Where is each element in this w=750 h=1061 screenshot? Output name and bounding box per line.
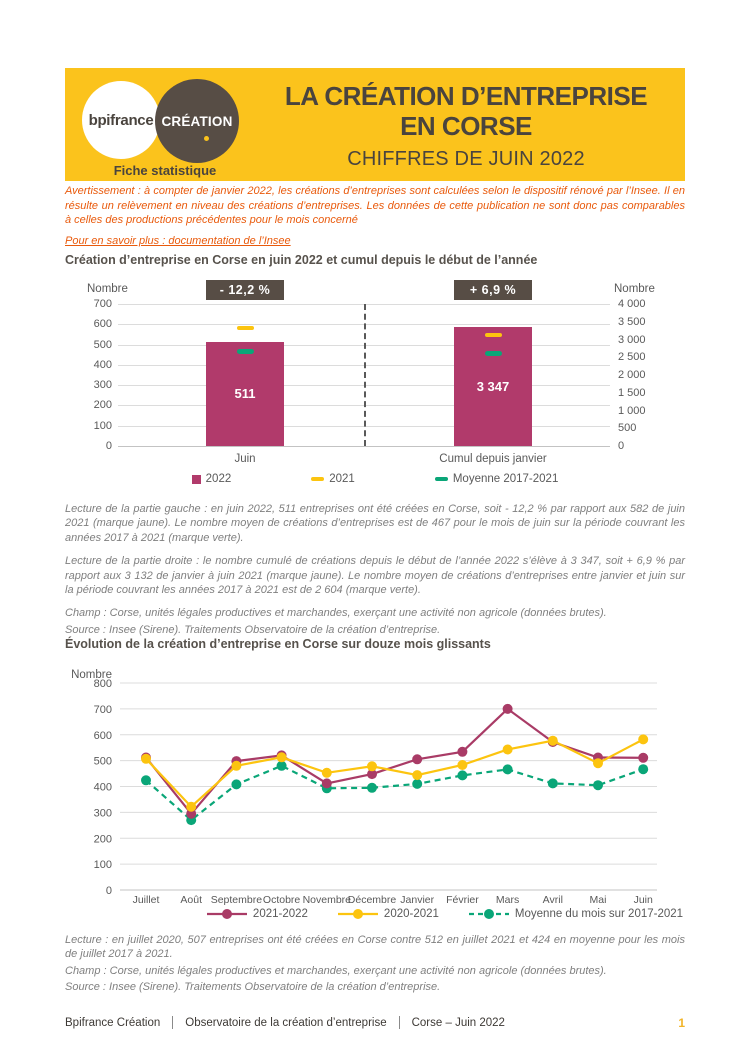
chart2-series-point: [231, 779, 241, 789]
chart2-series-point: [412, 779, 422, 789]
footer-observatory: Observatoire de la création d’entreprise: [185, 1016, 387, 1029]
chart1-bar-value: 3 347: [476, 378, 510, 394]
chart2-month-label: Février: [446, 894, 479, 906]
chart2-series-point: [231, 761, 241, 771]
chart2-series-point: [457, 770, 467, 780]
lecture-left-note: Lecture de la partie gauche : en juin 2022, 511 entreprises ont été créées en Corse, soit - 12,2 % par rapport aux 582 de juin 2021 (marque jaune). Le nombre moyen de créations d’entreprises est de 467 pour le mois de juin sur la période couvrant les années 2017 à 2021 (marque verte).: [65, 503, 685, 544]
chart1-left-tick: 500: [93, 338, 112, 351]
legend-line-swatch-icon: [338, 908, 378, 920]
chart2-series-point: [367, 783, 377, 793]
masthead: [65, 68, 685, 181]
chart1-right-tick: 1 500: [618, 386, 646, 399]
chart1-legend: [65, 473, 685, 485]
chart2-series-point: [322, 778, 332, 788]
source-note: Source : Insee (Sirene). Traitements Observatoire de la création d’entreprise.: [65, 623, 441, 636]
footer: [65, 1016, 685, 1029]
legend-label: 2020-2021: [383, 908, 439, 920]
creation-logo: [155, 79, 239, 163]
legend-label: 2021-2022: [252, 908, 308, 920]
legend-swatch-dot: [353, 909, 363, 919]
chart1-left-tick: 700: [93, 298, 112, 310]
chart2-series-point: [457, 747, 467, 757]
footer-brand: Bpifrance Création: [65, 1016, 161, 1029]
chart1-right-tick: 4 000: [618, 298, 646, 310]
chart2-y-tick: 0: [105, 885, 112, 897]
chart1-marker-moyenne: [237, 349, 254, 354]
chart2-series-point: [503, 745, 513, 755]
chart2-series-point: [503, 764, 513, 774]
chart2-month-label: Juillet: [132, 894, 160, 906]
chart2-month-label: Janvier: [400, 894, 435, 906]
lecture-note: Lecture : en juillet 2020, 507 entreprises ont été créées en Corse contre 512 en juillet 2021 et 424 en moyenne pour les mois de juillet 2017 à 2021.: [65, 934, 685, 961]
bar-chart: [65, 276, 685, 498]
chart2-series-point: [638, 764, 648, 774]
legend-label: Moyenne 2017-2021: [452, 473, 559, 485]
chart1-left-tick: 0: [105, 440, 112, 452]
insee-doc-link[interactable]: Pour en savoir plus : documentation de l’Insee: [65, 235, 291, 247]
chart2-legend-item: [338, 908, 439, 920]
legend-label: 2022: [205, 473, 232, 485]
source-note: Source : Insee (Sirene). Traitements Observatoire de la création d’entreprise.: [65, 981, 441, 994]
chart1-category-label: Juin: [234, 453, 256, 465]
chart2-series-point: [322, 768, 332, 778]
champ-note: Champ : Corse, unités légales productives et marchandes, exerçant une activité non agricole (données brutes).: [65, 607, 607, 620]
chart2-legend: [135, 908, 750, 920]
legend-label: Moyenne du mois sur 2017-2021: [514, 908, 684, 920]
section1-title: Création d’entreprise en Corse en juin 2022 et cumul depuis le début de l’année: [65, 253, 538, 267]
legend-label: 2021: [329, 473, 355, 485]
chart2-series-point: [141, 754, 151, 764]
legend-line-swatch-icon: [469, 908, 509, 920]
chart1-right-tick: 3 500: [618, 315, 646, 328]
chart2-series-point: [548, 736, 558, 746]
page-title-line2: EN CORSE: [400, 111, 532, 141]
page-title-line1: LA CRÉATION D’ENTREPRISE: [284, 81, 648, 111]
page-subtitle: CHIFFRES DE JUIN 2022: [347, 148, 585, 170]
lecture-right-note: Lecture de la partie droite : le nombre cumulé de créations depuis le début de l’année 2022 s’élève à 3 347, soit + 6,9 % par rapport aux 3 132 de janvier à juin 2021 (marque jaune). Le nombre moyen de créations d’entreprises entre janvier et juin sur la période couvrant les années 2017 à 2021 est de 2 604 (marque verte).: [65, 555, 685, 597]
chart2-series-point: [141, 775, 151, 785]
section2-notes: [65, 933, 685, 997]
chart2-y-tick: 500: [93, 755, 112, 768]
chart1-right-tick: 1 000: [618, 404, 646, 417]
chart2-month-label: Juin: [633, 894, 653, 906]
chart1-right-tick: 3 000: [618, 333, 646, 346]
chart1-left-tick: 200: [93, 399, 112, 412]
chart1-right-tick: 2 000: [618, 369, 646, 381]
chart1-legend-item: [192, 473, 232, 485]
chart2-y-tick: 400: [93, 781, 112, 794]
chart1-marker-2021: [237, 326, 254, 331]
chart2-month-label: Décembre: [347, 894, 397, 906]
warning-text: Avertissement : à compter de janvier 2022, les créations d’entreprises sont calculées selon le dispositif rénové par l’Insee. Il en résulte un relèvement en niveau des créations d’entreprises. Les données de cette publication ne sont donc pas comparables à celles des productions précédentes pour le mois concerné: [65, 185, 685, 227]
chart1-bar-value: 511: [234, 386, 256, 402]
page-number: 1: [678, 1016, 685, 1030]
masthead-titles: [265, 68, 685, 181]
chart2-series-point: [457, 760, 467, 770]
footer-separator: [399, 1016, 400, 1029]
chart1-right-tick: 2 500: [618, 351, 646, 364]
chart2-month-label: Octobre: [262, 894, 301, 906]
chart1-panel-divider: [364, 304, 366, 446]
champ-note: Champ : Corse, unités légales productives et marchandes, exerçant une activité non agricole (données brutes).: [65, 964, 607, 977]
chart1-left-tick: 400: [93, 358, 112, 371]
legend-dash-swatch-icon: [435, 477, 448, 481]
bpifrance-logo: [82, 81, 160, 159]
chart1-right-tick: 0: [618, 440, 625, 452]
chart2-series-point: [367, 761, 377, 771]
chart1-left-tick: 300: [93, 379, 112, 392]
footer-separator: [172, 1016, 173, 1029]
chart2-series-point: [412, 754, 422, 764]
chart2-series-point: [638, 753, 648, 763]
chart2-series-point: [186, 802, 196, 812]
chart1-right-tick: 500: [618, 422, 637, 435]
legend-swatch-dot: [484, 909, 494, 919]
chart2-month-label: Novembre: [302, 894, 352, 906]
chart2-y-tick: 700: [93, 703, 112, 716]
chart1-legend-item: [435, 473, 559, 485]
creation-logo-text: CRÉATION: [161, 113, 233, 129]
section2-title: Évolution de la création d’entreprise en Corse sur douze mois glissants: [65, 637, 491, 651]
legend-swatch-dot: [222, 909, 232, 919]
line-chart-svg: [65, 662, 685, 910]
chart2-legend-item: [207, 908, 308, 920]
chart2-legend-item: [469, 908, 683, 920]
chart1-gridline: [118, 446, 610, 447]
chart2-month-label: Septembre: [210, 894, 263, 906]
chart2-series-point: [638, 734, 648, 744]
bpifrance-logo-text: bpifrance: [88, 111, 154, 129]
chart1-category-label: Cumul depuis janvier: [439, 453, 547, 465]
chart2-series-point: [503, 704, 513, 714]
footer-edition: Corse – Juin 2022: [411, 1016, 505, 1029]
chart1-marker-2021: [485, 333, 502, 338]
chart1-right-axis-label: Nombre: [614, 283, 655, 295]
chart2-month-label: Mai: [589, 894, 607, 906]
section1-notes: [65, 502, 685, 639]
chart1-left-tick: 600: [93, 318, 112, 331]
chart1-change-badge: - 12,2 %: [206, 280, 284, 300]
chart1-left-axis-label: Nombre: [87, 283, 128, 295]
chart2-y-tick: 800: [93, 678, 112, 690]
legend-square-swatch-icon: [192, 475, 201, 484]
chart2-month-label: Mars: [495, 894, 520, 906]
creation-logo-dot-icon: [204, 136, 209, 141]
chart2-y-axis-label: Nombre: [71, 669, 112, 681]
logo-caption: Fiche statistique: [113, 163, 217, 178]
legend-line-swatch-icon: [207, 908, 247, 920]
insee-link-row: [65, 231, 291, 249]
chart2-month-label: Août: [180, 894, 203, 906]
chart2-series-point: [277, 752, 287, 762]
chart2-y-tick: 600: [93, 729, 112, 742]
chart1-left-tick: 100: [93, 419, 112, 432]
chart2-series-point: [593, 780, 603, 790]
line-chart: [65, 662, 685, 932]
chart2-y-tick: 200: [93, 833, 112, 846]
chart2-month-label: Avril: [542, 894, 563, 906]
chart2-series-point: [593, 758, 603, 768]
chart2-y-tick: 300: [93, 807, 112, 820]
logo-block: [65, 68, 265, 181]
chart2-series-point: [412, 770, 422, 780]
chart1-marker-moyenne: [485, 351, 502, 356]
chart1-change-badge: + 6,9 %: [454, 280, 532, 300]
chart2-y-tick: 100: [93, 859, 112, 872]
chart1-legend-item: [311, 473, 355, 485]
legend-dash-swatch-icon: [311, 477, 324, 481]
chart2-series-point: [548, 778, 558, 788]
